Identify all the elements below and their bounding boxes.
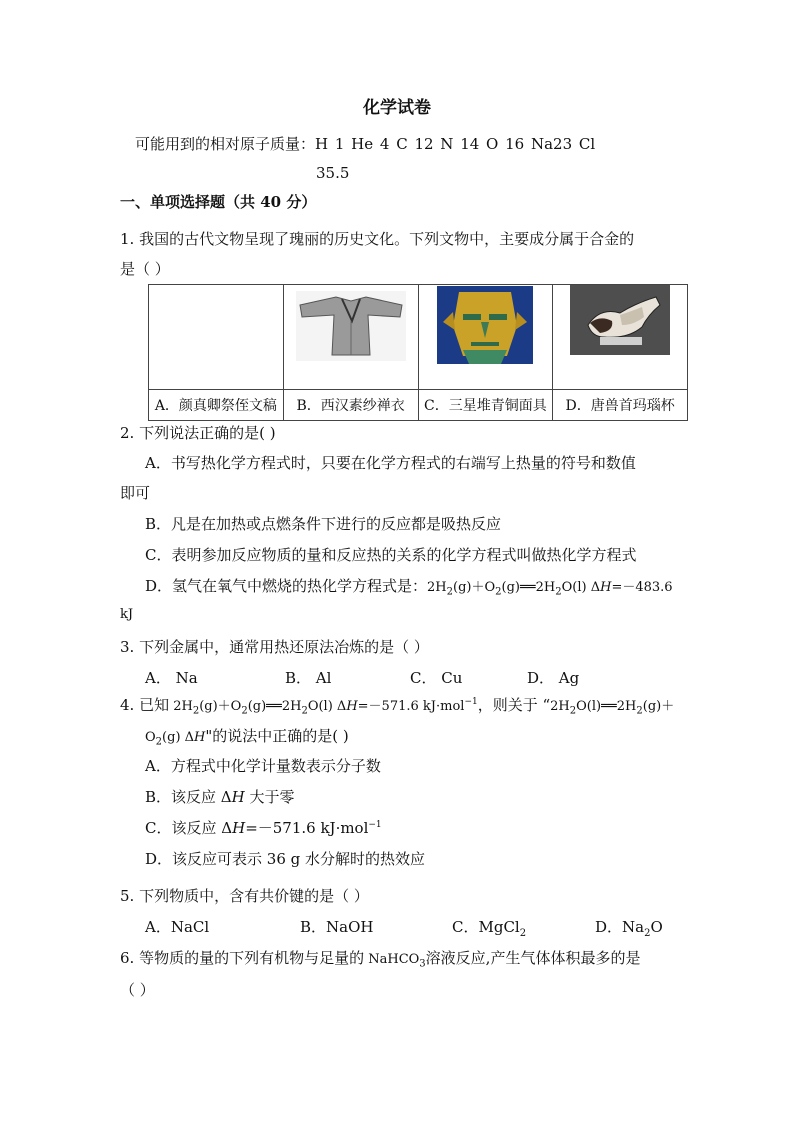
q4-option-b-post: 大于零: [249, 788, 295, 806]
q4-option-c-pre: C．该反应: [145, 819, 217, 837]
atomic-mass-line-cont: 35.5: [316, 164, 350, 182]
robe-image: [296, 291, 406, 361]
q5-option-b: B．NaOH: [300, 918, 374, 936]
q3-option-b: B． Al: [285, 669, 332, 687]
q4-stem-prefix: 4. 已知: [120, 696, 170, 714]
q4-given-value: =－571.6 kJ·mol: [357, 699, 465, 714]
q1-cell-a-picture: [149, 285, 284, 390]
q6-stem-post: 溶液反应,产生气体体积最多的是: [425, 949, 641, 967]
q2-option-d-value: =－483.6: [611, 580, 673, 595]
q6-stem: 6. 等物质的量的下列有机物与足量的 NaHCO$_3$溶液反应,产生气体体积最多的是: [120, 949, 641, 970]
q4-option-b: B．该反应 ΔH 大于零: [145, 788, 295, 806]
q6-stem-cont: （ ）: [120, 981, 155, 999]
q4-reverse-equation: $2H_2O(l)══2H_2(g)+$: [550, 699, 675, 717]
q3-option-a: A． Na: [145, 669, 198, 687]
q4-stem-mid: ，则关于 “: [477, 696, 551, 714]
q1-option-a: A．颜真卿祭侄文稿: [149, 390, 284, 421]
page-title: 化学试卷: [363, 98, 431, 118]
q5-stem: 5. 下列物质中，含有共价键的是（ ）: [120, 887, 369, 905]
q5-option-c-text: C．MgCl: [452, 918, 520, 936]
q4-given-equation: $2H_2(g)+O_2(g)══2H_2O(l)$ ΔH: [169, 699, 358, 717]
q4-option-c: C．该反应 ΔH=－571.6 kJ·mol$^{-1}$: [145, 819, 382, 837]
q2-option-d: [145, 576, 673, 598]
q4-option-c-post: =－571.6 kJ·mol: [245, 819, 369, 837]
q1-stem-cont: 是（ ）: [120, 260, 170, 278]
q4-stem: 4. 已知 $2H_2(g)+O_2(g)══2H_2O(l)$ ΔH=－571.6 kJ·mol$^{-1}$，则关于 “$2H_2O(l)══2H_2(g)+$: [120, 696, 675, 717]
q3-option-d: D． Ag: [527, 669, 580, 687]
q2-option-a: A．书写热化学方程式时，只要在化学方程式的右端写上热量的符号和数值: [145, 454, 636, 472]
q2-stem: 2. 下列说法正确的是( ): [120, 424, 276, 442]
q1-option-d: D．唐兽首玛瑙杯: [553, 390, 688, 421]
q1-cell-c-picture: [418, 285, 553, 390]
q3-stem: 3. 下列金属中，通常用热还原法冶炼的是（ ）: [120, 638, 429, 656]
q2-option-d-equation: $2H_2(g)+O_2(g)══2H_2O(l)$ ΔH: [427, 580, 612, 598]
q6-stem-pre: 6. 等物质的量的下列有机物与足量的: [120, 949, 365, 967]
q2-option-d-unit: kJ: [120, 607, 134, 622]
section-heading: 一、单项选择题（共 40 分）: [120, 193, 317, 211]
q4-option-b-pre: B．该反应: [145, 788, 217, 806]
q5-option-c: C．MgCl$_2$: [452, 918, 527, 939]
q4-stem-tail: "的说法中正确的是( ): [205, 727, 349, 745]
q1-option-c: C．三星堆青铜面具: [418, 390, 553, 421]
bronze-mask-image: [437, 286, 533, 364]
q4-option-d: D．该反应可表示 36 g 水分解时的热效应: [145, 850, 426, 868]
q1-option-b: B．西汉素纱禅衣: [283, 390, 418, 421]
q2-option-d-text: D．氢气在氧气中燃烧的热化学方程式是：: [145, 577, 428, 595]
q4-stem-cont: $O_2(g)$ ΔH"的说法中正确的是( ): [145, 727, 349, 748]
agate-cup-image: [570, 285, 670, 355]
atomic-mass-line: 可能用到的相对原子质量：H 1 He 4 C 12 N 14 O 16 Na23 Cl: [135, 135, 596, 153]
q5-option-a: A．NaCl: [145, 918, 210, 936]
q5-option-d-text: D．Na: [595, 918, 645, 936]
q1-cell-b-picture: [283, 285, 418, 390]
q3-option-c: C． Cu: [410, 669, 463, 687]
q4-option-a: A．方程式中化学计量数表示分子数: [145, 757, 381, 775]
q2-option-c: C．表明参加反应物质的量和反应热的关系的化学方程式叫做热化学方程式: [145, 546, 637, 564]
q1-stem: 1. 我国的古代文物呈现了瑰丽的历史文化。下列文物中，主要成分属于合金的: [120, 230, 635, 248]
q2-option-b: B．凡是在加热或点燃条件下进行的反应都是吸热反应: [145, 515, 502, 533]
q1-options-table: [148, 284, 688, 421]
q2-option-a-cont: 即可: [120, 484, 151, 502]
q1-cell-d-picture: [553, 285, 688, 390]
q5-option-d: D．$Na_2O$: [595, 918, 663, 939]
